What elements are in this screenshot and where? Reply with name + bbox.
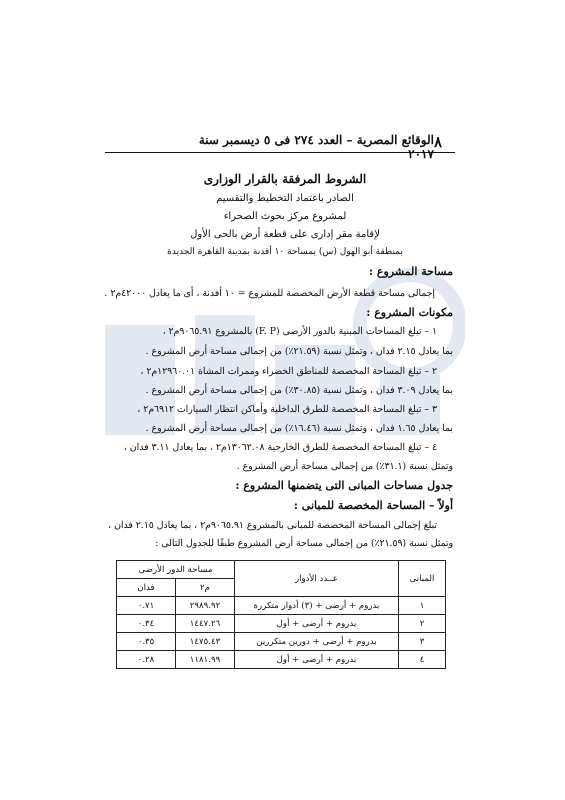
header-ground-area: مساحة الدور الأرضى (117, 561, 235, 579)
table-row (117, 597, 446, 615)
buildings-table-heading: جدول مساحات المبانى التى يتضمنها المشروع : (235, 479, 453, 492)
running-title: الوقائع المصرية – العدد ٢٧٤ فى ٥ ديسمبر سنة ٢٠١٧ (198, 133, 434, 161)
first-section-heading: أولاً – المساحة المخصصة للمبانى : (293, 499, 453, 512)
feddan-cell: ٠.٣٥ (117, 633, 176, 651)
floors-cell: بدروم + أرضى + (٣) أدوار متكررة (235, 597, 399, 615)
page-header (170, 133, 442, 161)
m2-cell: ٢٩٨٩.٩٢ (176, 597, 235, 615)
building-number: ٤ (399, 651, 446, 669)
feddan-cell: ٠.٢٨ (117, 651, 176, 669)
building-number: ٣ (399, 633, 446, 651)
title-line-2: الصادر باعتماد التخطيط والتقسيم (216, 193, 354, 204)
component-2-line-b: بما يعادل ٣.٠٩ فدان ، وتمثل نسبة (٣٠.٨٥٪) من إجمالى مساحة أرض المشروع . (145, 385, 453, 396)
area-text: إجمالى مساحة قطعة الأرض المخصصة للمشروع = ١٠ أفدنة ، أى ما يعادل ٤٢٠٠٠م٢ . (104, 288, 435, 299)
page-number: ٨ (433, 133, 442, 151)
component-2-line-a: ٢ – تبلغ المساحة المخصصة للمناطق الخضراء وممرات المشاة ١٢٩٦٠.٠١م٢ ، (140, 366, 437, 377)
table-row (117, 615, 446, 633)
building-number: ٢ (399, 615, 446, 633)
building-number: ١ (399, 597, 446, 615)
feddan-cell: ٠.٧١ (117, 597, 176, 615)
floors-cell: بدروم + أرضى + أول (235, 651, 399, 669)
title-line-3: لمشروع مركز بحوث الصحراء (223, 211, 347, 222)
header-divider (105, 152, 455, 153)
document-title: الشروط المرفقة بالقرار الوزارى (203, 172, 367, 186)
first-section-line-b: وتمثل نسبة (٢١.٥٩٪) من إجمالى مساحة أرض المشروع طبقًا للجدول التالى : (155, 538, 453, 549)
buildings-table (116, 560, 446, 669)
component-1-line-a: ١ – تبلغ المساحات المبنية بالدور الأرضى (F. P) بالمشروع ٩٠٦٥.٩١م٢ ، (162, 326, 437, 337)
feddan-cell: ٠.٣٤ (117, 615, 176, 633)
component-4-line-b: وتمثل نسبة (٣١.١٪) من إجمالى مساحة أرض المشروع . (236, 461, 453, 472)
m2-cell: ١٤٧٥.٤٣ (176, 633, 235, 651)
component-4-line-a: ٤ – تبلغ المساحة المخصصة للطرق الخارجية ١٣٠٦٢.٠٨م٢ ، بما يعادل ٣.١١ فدان ، (123, 442, 437, 453)
title-line-5: بمنطقة أبو الهول (س) بمساحة ١٠ أفدنة بمدينة القاهرة الجديدة (167, 247, 403, 257)
header-feddan: فدان (117, 579, 176, 597)
components-heading: مكونات المشروع : (366, 306, 453, 319)
title-line-4: لإقامة مقر إدارى على قطعة أرض بالحى الأول (190, 229, 380, 240)
header-floors: عــدد الأدوار (235, 561, 399, 597)
header-building: المبانى (399, 561, 446, 597)
floors-cell: بدروم + أرضى + دورين متكررين (235, 633, 399, 651)
floors-cell: بدروم + أرضى + أول (235, 615, 399, 633)
component-1-line-b: بما يعادل ٢.١٥ فدان ، وتمثل نسبة (٢١.٥٩٪) من إجمالى مساحة أرض المشروع . (145, 346, 453, 357)
header-m2: م٢ (176, 579, 235, 597)
component-3-line-b: بما يعادل ١.٦٥ فدان ، وتمثل نسبة (١٦.٤٦٪) من إجمالى مساحة أرض المشروع . (145, 423, 453, 434)
m2-cell: ١١٨١.٩٩ (176, 651, 235, 669)
m2-cell: ١٤٤٧.٢٦ (176, 615, 235, 633)
component-3-line-a: ٣ – تبلغ المساحة المخصصة للطرق الداخلية وأماكن انتظار السيارات ٦٩١٢م٢ ، (137, 404, 437, 415)
table-row (117, 633, 446, 651)
table-row (117, 651, 446, 669)
area-heading: مساحة المشروع : (369, 265, 453, 278)
first-section-line-a: تبلغ إجمالى المساحة المخصصة للمبانى بالمشروع ٩٠٦٥.٩١م٢ ، بما يعادل ٢.١٥ فدان ، (108, 520, 437, 531)
